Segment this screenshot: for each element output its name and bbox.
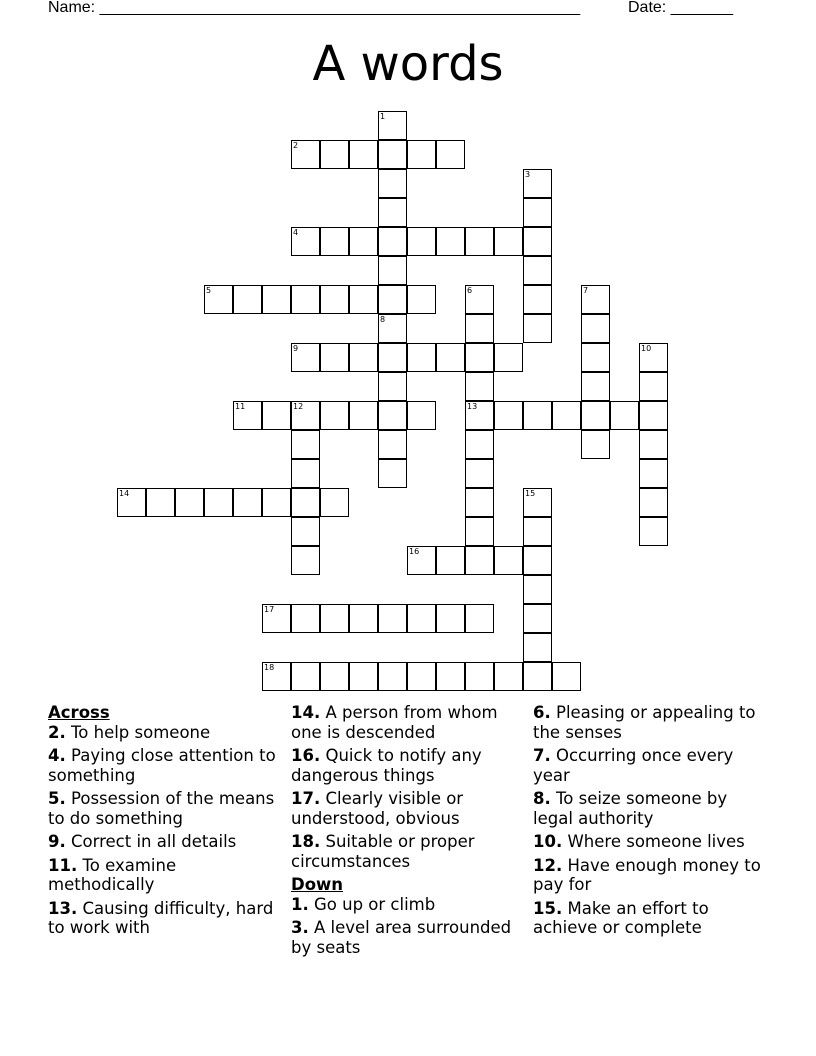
grid-cell[interactable] — [320, 604, 349, 633]
cell-number: 3 — [525, 170, 531, 179]
grid-cell[interactable] — [320, 140, 349, 169]
grid-cell[interactable] — [407, 401, 436, 430]
grid-cell[interactable] — [349, 662, 378, 691]
grid-cell[interactable] — [523, 604, 552, 633]
grid-cell[interactable] — [378, 256, 407, 285]
across-heading: Across — [48, 703, 110, 722]
grid-cell[interactable] — [465, 401, 494, 430]
grid-cell[interactable] — [291, 140, 320, 169]
clue-down-12: 12. Have enough money to pay for — [533, 855, 761, 894]
clue-across-17: 17. Clearly visible or understood, obvious — [291, 789, 464, 828]
grid-cell[interactable] — [494, 343, 523, 372]
grid-cell[interactable] — [581, 372, 610, 401]
grid-cell[interactable] — [407, 140, 436, 169]
clue-down-8: 8. To seize someone by legal authority — [533, 789, 728, 828]
grid-cell[interactable] — [291, 430, 320, 459]
grid-cell[interactable] — [465, 459, 494, 488]
clue-down-10: 10. Where someone lives — [533, 832, 745, 851]
grid-cell[interactable] — [291, 401, 320, 430]
date-field-label: Date: _______ — [628, 0, 733, 16]
cell-number: 1 — [380, 112, 386, 121]
grid-cell[interactable] — [146, 488, 175, 517]
grid-cell[interactable] — [610, 401, 639, 430]
grid-cell[interactable] — [291, 459, 320, 488]
grid-cell[interactable] — [291, 227, 320, 256]
grid-cell[interactable] — [349, 604, 378, 633]
grid-cell[interactable] — [523, 227, 552, 256]
grid-cell[interactable] — [581, 401, 610, 430]
grid-cell[interactable] — [581, 285, 610, 314]
cell-number: 11 — [235, 402, 246, 411]
grid-cell[interactable] — [291, 546, 320, 575]
grid-cell[interactable] — [523, 488, 552, 517]
grid-cell[interactable] — [378, 604, 407, 633]
grid-cell[interactable] — [378, 198, 407, 227]
grid-cell[interactable] — [523, 314, 552, 343]
clue-across-16: 16. Quick to notify any dangerous things — [291, 746, 482, 785]
cell-number: 14 — [119, 489, 130, 498]
grid-cell[interactable] — [436, 546, 465, 575]
grid-cell[interactable] — [407, 227, 436, 256]
grid-cell[interactable] — [436, 662, 465, 691]
cell-number: 13 — [467, 402, 478, 411]
grid-cell[interactable] — [349, 227, 378, 256]
grid-cell[interactable] — [262, 285, 291, 314]
grid-cell[interactable] — [378, 111, 407, 140]
cell-number: 9 — [293, 344, 299, 353]
grid-cell[interactable] — [581, 314, 610, 343]
clue-across-2: 2. To help someone — [48, 722, 211, 742]
grid-cell[interactable] — [233, 488, 262, 517]
grid-cell[interactable] — [581, 430, 610, 459]
grid-cell[interactable] — [407, 604, 436, 633]
cell-number: 15 — [525, 489, 536, 498]
clue-down-15: 15. Make an effort to achieve or complete — [533, 898, 709, 937]
grid-cell[interactable] — [320, 401, 349, 430]
grid-cell[interactable] — [320, 488, 349, 517]
grid-cell[interactable] — [320, 285, 349, 314]
grid-cell[interactable] — [523, 546, 552, 575]
grid-cell[interactable] — [291, 662, 320, 691]
grid-cell[interactable] — [465, 343, 494, 372]
grid-cell[interactable] — [320, 227, 349, 256]
grid-cell[interactable] — [291, 517, 320, 546]
grid-cell[interactable] — [349, 401, 378, 430]
grid-cell[interactable] — [407, 662, 436, 691]
grid-cell[interactable] — [639, 430, 668, 459]
grid-cell[interactable] — [262, 401, 291, 430]
grid-cell[interactable] — [436, 343, 465, 372]
grid-cell[interactable] — [349, 140, 378, 169]
grid-cell[interactable] — [465, 488, 494, 517]
grid-cell[interactable] — [523, 198, 552, 227]
grid-cell[interactable] — [291, 343, 320, 372]
grid-cell[interactable] — [349, 343, 378, 372]
grid-cell[interactable] — [465, 227, 494, 256]
grid-cell[interactable] — [494, 662, 523, 691]
clue-across-9: 9. Correct in all details — [48, 832, 237, 851]
grid-cell[interactable] — [523, 169, 552, 198]
grid-cell[interactable] — [523, 256, 552, 285]
grid-cell[interactable] — [436, 604, 465, 633]
grid-cell[interactable] — [378, 459, 407, 488]
grid-cell[interactable] — [552, 662, 581, 691]
cell-number: 17 — [264, 605, 275, 614]
grid-cell[interactable] — [639, 372, 668, 401]
clues-column-3 — [533, 703, 765, 942]
grid-cell[interactable] — [262, 662, 291, 691]
clue-down-6: 6. Pleasing or appealing to the senses — [533, 703, 756, 742]
grid-cell[interactable] — [378, 314, 407, 343]
grid-cell[interactable] — [407, 343, 436, 372]
grid-cell[interactable] — [523, 575, 552, 604]
grid-cell[interactable] — [175, 488, 204, 517]
cell-number: 18 — [264, 663, 275, 672]
name-field-label: Name: ______________________________________________________ — [48, 0, 581, 16]
clue-down-7: 7. Occurring once every year — [533, 746, 734, 785]
grid-cell[interactable] — [349, 285, 378, 314]
grid-cell[interactable] — [465, 604, 494, 633]
grid-cell[interactable] — [639, 488, 668, 517]
grid-cell[interactable] — [639, 459, 668, 488]
grid-cell[interactable] — [320, 662, 349, 691]
grid-cell[interactable] — [233, 401, 262, 430]
grid-cell[interactable] — [436, 227, 465, 256]
grid-cell[interactable] — [494, 227, 523, 256]
cell-number: 4 — [293, 228, 299, 237]
grid-cell[interactable] — [262, 604, 291, 633]
grid-cell[interactable] — [523, 285, 552, 314]
cell-number: 16 — [409, 547, 420, 556]
grid-cell[interactable] — [465, 546, 494, 575]
grid-cell[interactable] — [523, 517, 552, 546]
grid-cell[interactable] — [465, 372, 494, 401]
grid-cell[interactable] — [262, 488, 291, 517]
grid-cell[interactable] — [465, 430, 494, 459]
grid-cell[interactable] — [378, 343, 407, 372]
grid-cell[interactable] — [465, 314, 494, 343]
grid-cell[interactable] — [523, 633, 552, 662]
grid-cell[interactable] — [378, 401, 407, 430]
grid-cell[interactable] — [378, 227, 407, 256]
cell-number: 12 — [293, 402, 304, 411]
grid-cell[interactable] — [233, 285, 262, 314]
cell-number: 5 — [206, 286, 212, 295]
grid-cell[interactable] — [494, 401, 523, 430]
clue-down-1: 1. Go up or climb — [291, 894, 436, 914]
cell-number: 2 — [293, 141, 299, 150]
grid-cell[interactable] — [639, 343, 668, 372]
grid-cell[interactable] — [465, 662, 494, 691]
grid-cell[interactable] — [552, 401, 581, 430]
grid-cell[interactable] — [407, 546, 436, 575]
grid-cell[interactable] — [639, 401, 668, 430]
down-heading: Down — [291, 875, 344, 894]
cell-number: 8 — [380, 315, 386, 324]
clue-across-11: 11. To examine methodically — [48, 855, 177, 894]
grid-cell[interactable] — [639, 517, 668, 546]
grid-cell[interactable] — [291, 488, 320, 517]
clue-across-14: 14. A person from whom one is descended — [291, 703, 498, 742]
grid-cell[interactable] — [581, 343, 610, 372]
cell-number: 6 — [467, 286, 473, 295]
clues-column-1 — [48, 703, 280, 942]
grid-cell[interactable] — [204, 285, 233, 314]
clue-across-4: 4. Paying close attention to something — [48, 746, 276, 785]
grid-cell[interactable] — [378, 662, 407, 691]
grid-cell[interactable] — [378, 372, 407, 401]
grid-cell[interactable] — [204, 488, 233, 517]
grid-cell[interactable] — [494, 546, 523, 575]
grid-cell[interactable] — [523, 401, 552, 430]
clues-column-2 — [291, 703, 523, 961]
grid-cell[interactable] — [378, 140, 407, 169]
grid-cell[interactable] — [291, 604, 320, 633]
clue-across-13: 13. Causing difficulty, hard to work with — [48, 898, 274, 937]
grid-cell[interactable] — [378, 430, 407, 459]
grid-cell[interactable] — [378, 285, 407, 314]
page-title: A words — [312, 36, 504, 92]
clue-down-3: 3. A level area surrounded by seats — [291, 918, 512, 957]
clue-across-18: 18. Suitable or proper circumstances — [291, 832, 475, 871]
grid-cell[interactable] — [291, 285, 320, 314]
clue-across-5: 5. Possession of the means to do something — [48, 789, 275, 828]
grid-cell[interactable] — [407, 285, 436, 314]
cell-number: 10 — [641, 344, 652, 353]
grid-cell[interactable] — [465, 285, 494, 314]
grid-cell[interactable] — [320, 343, 349, 372]
grid-cell[interactable] — [378, 169, 407, 198]
grid-cell[interactable] — [465, 517, 494, 546]
grid-cell[interactable] — [436, 140, 465, 169]
grid-cell[interactable] — [117, 488, 146, 517]
grid-cell[interactable] — [523, 662, 552, 691]
cell-number: 7 — [583, 286, 589, 295]
